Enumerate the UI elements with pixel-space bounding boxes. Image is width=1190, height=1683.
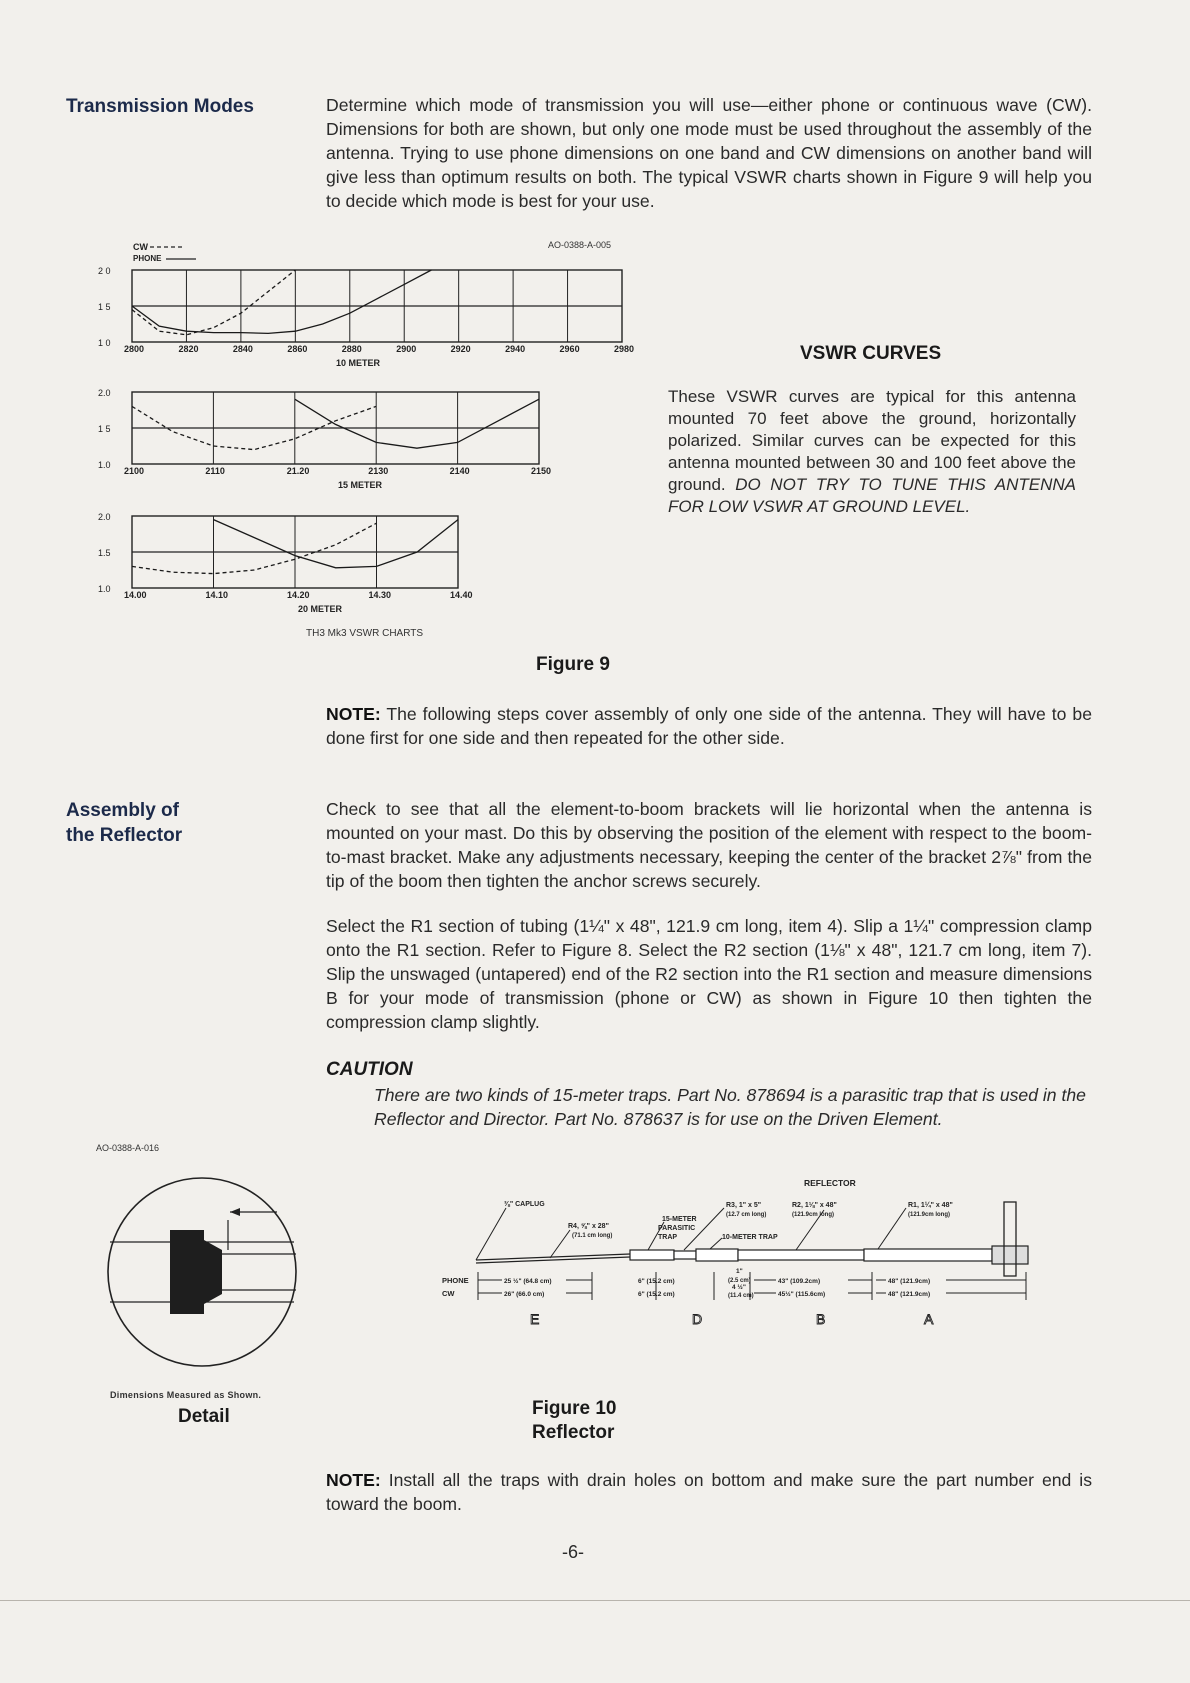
dim-cw-c: 4 ½" bbox=[732, 1284, 746, 1291]
transmission-modes-heading: Transmission Modes bbox=[66, 96, 254, 117]
y-tick-label: 2.0 bbox=[98, 388, 111, 398]
reflector-drawing bbox=[440, 1172, 1060, 1332]
y-tick-label: 2.0 bbox=[98, 512, 111, 522]
detail-dimensions-note: Dimensions Measured as Shown. bbox=[110, 1390, 262, 1400]
page-number: -6- bbox=[562, 1542, 584, 1562]
x-tick-label: 2130 bbox=[368, 466, 389, 476]
dim-phone-a: 48" (121.9cm) bbox=[888, 1278, 931, 1285]
tube-r3 bbox=[674, 1251, 696, 1259]
y-tick-label: 1 0 bbox=[98, 338, 111, 348]
detail-arrow-head bbox=[230, 1208, 240, 1216]
x-axis-label: 10 METER bbox=[336, 358, 381, 368]
boom-bracket bbox=[992, 1246, 1028, 1264]
detail-drawing bbox=[92, 1138, 322, 1428]
x-tick-label: 2920 bbox=[450, 344, 471, 354]
figure10-caption-line1: Figure 10 bbox=[532, 1398, 617, 1419]
x-axis-label: 15 METER bbox=[338, 480, 383, 490]
x-tick-label: 2900 bbox=[396, 344, 417, 354]
label-r1-cm: (121.9cm long) bbox=[908, 1212, 951, 1218]
x-tick-label: 14.30 bbox=[368, 590, 392, 600]
vswr-chart-3 bbox=[98, 512, 473, 614]
series-phone-line bbox=[214, 520, 459, 568]
x-tick-label: 2860 bbox=[287, 344, 308, 354]
x-tick-label: 14.20 bbox=[287, 590, 310, 600]
section-letter-a: A bbox=[924, 1311, 934, 1327]
tube-e bbox=[476, 1254, 630, 1260]
label-cw: CW bbox=[442, 1289, 455, 1298]
label-r3-cm: (12.7 cm long) bbox=[726, 1212, 767, 1218]
caution-heading: CAUTION bbox=[326, 1059, 413, 1080]
x-tick-label: 2110 bbox=[205, 466, 225, 476]
section-letter-d: D bbox=[692, 1311, 703, 1327]
label-phone: PHONE bbox=[442, 1276, 469, 1285]
x-tick-label: 2880 bbox=[341, 344, 362, 354]
vswr-heading: VSWR CURVES bbox=[800, 343, 942, 364]
section-letter-b: B bbox=[816, 1311, 826, 1327]
x-tick-label: 2980 bbox=[614, 344, 635, 354]
caution-text: There are two kinds of 15-meter traps. Part No. 878694 is a parasitic trap that is used in the Reflector and Director. Part No. 878637 is for use on the Driven Element. bbox=[374, 1085, 1086, 1129]
trap-15m bbox=[630, 1250, 674, 1260]
label-r2-cm: (121.9cm long) bbox=[792, 1212, 835, 1218]
vswr-chart-1 bbox=[98, 266, 634, 368]
assembly-reflector-heading bbox=[66, 798, 182, 848]
y-tick-label: 1 5 bbox=[98, 302, 111, 312]
figure10-caption bbox=[532, 1397, 616, 1445]
note-trap-orientation bbox=[326, 1468, 1092, 1516]
legend-phone: PHONE bbox=[133, 254, 162, 263]
x-tick-label: 2800 bbox=[124, 344, 145, 354]
x-tick-label: 2100 bbox=[124, 466, 145, 476]
tube-r1 bbox=[864, 1249, 992, 1261]
x-axis-label: 20 METER bbox=[298, 604, 343, 614]
dim-cw-e: 26" (66.0 cm) bbox=[504, 1291, 545, 1298]
label-trap15-3: TRAP bbox=[658, 1234, 678, 1241]
x-tick-label: 2150 bbox=[531, 466, 552, 476]
dim-phone-d: 6" (15.2 cm) bbox=[638, 1278, 675, 1285]
boom bbox=[1004, 1202, 1016, 1276]
dim-phone-b: 43" (109.2cm) bbox=[778, 1278, 821, 1285]
series-phone-line bbox=[295, 399, 539, 448]
label-trap15-2: PARASITIC bbox=[658, 1225, 696, 1232]
detail-drawing-number: AO-0388-A-016 bbox=[96, 1143, 160, 1153]
legend-cw: CW bbox=[133, 242, 148, 252]
section-letter-e: E bbox=[530, 1311, 540, 1327]
dim-cw-a: 48" (121.9cm) bbox=[888, 1291, 931, 1298]
dim-phone-c-cm: (2.5 cm) bbox=[728, 1278, 751, 1284]
label-r4: R4, ⅝" x 28" bbox=[568, 1223, 609, 1230]
detail-clamp bbox=[170, 1230, 204, 1314]
vswr-chart-2 bbox=[98, 388, 551, 490]
dim-cw-d: 6" (15.2 cm) bbox=[638, 1291, 675, 1298]
reflector-paragraph-1: Check to see that all the element-to-boom brackets will lie horizontal when the antenna is mounted on your mast. Do this by observing the position of the element with respect to the boom-to-mast bracket. Make any adjustments necessary, keeping the center of the bracket 2⅞" from the tip of the boom then tighten the anchor screws securely. bbox=[326, 799, 1092, 891]
note2-text: Install all the traps with drain holes on bottom and make sure the part number end is toward the boom. bbox=[326, 1470, 1092, 1514]
scan-edge-line bbox=[0, 1600, 1190, 1601]
dim-phone-c: 1" bbox=[736, 1268, 743, 1275]
assembly-heading-line2: the Reflector bbox=[66, 825, 183, 846]
dim-cw-c-cm: (11.4 cm) bbox=[728, 1293, 754, 1299]
y-tick-label: 2 0 bbox=[98, 266, 111, 276]
x-tick-label: 2960 bbox=[559, 344, 580, 354]
trap-10m bbox=[696, 1249, 738, 1261]
detail-caption: Detail bbox=[178, 1406, 230, 1427]
vswr-warning: DO NOT TRY TO TUNE THIS ANTENNA FOR LOW VSWR AT GROUND LEVEL. bbox=[668, 475, 1076, 516]
fig10-title: REFLECTOR bbox=[804, 1178, 856, 1188]
x-tick-label: 14.40 bbox=[450, 590, 473, 600]
vswr-charts bbox=[96, 232, 656, 644]
x-tick-label: 2940 bbox=[505, 344, 526, 354]
x-tick-label: 2840 bbox=[232, 344, 253, 354]
dim-cw-b: 45½" (115.6cm) bbox=[778, 1291, 826, 1298]
x-tick-label: 2820 bbox=[178, 344, 199, 354]
figure9-caption: Figure 9 bbox=[536, 654, 610, 675]
detail-clamp-taper bbox=[204, 1240, 222, 1304]
reflector-paragraph-2: Select the R1 section of tubing (1¼" x 48", 121.9 cm long, item 4). Slip a 1¼" compression clamp onto the R1 section. Refer to Figure 8. Select the R2 section (1⅛" x 48", 121.7 cm long, item 7). Slip the unswaged (untapered) end of the R2 section into the R1 section and measure dimensions B for your mode of transmission (phone or CW) as shown in Figure 10 then tighten the compression clamp slightly. bbox=[326, 916, 1092, 1032]
label-r4-cm: (71.1 cm long) bbox=[572, 1233, 613, 1239]
note-text: The following steps cover assembly of only one side of the antenna. They will have to be done first for one side and then repeated for the other side. bbox=[326, 704, 1092, 748]
note-one-sided-assembly bbox=[326, 702, 1092, 750]
series-cw-line bbox=[132, 270, 295, 335]
series-phone-line bbox=[132, 270, 431, 333]
series-cw-line bbox=[132, 523, 377, 573]
x-tick-label: 14.10 bbox=[205, 590, 229, 600]
label-r3: R3, 1" x 5" bbox=[726, 1202, 762, 1209]
x-tick-label: 2140 bbox=[449, 466, 470, 476]
figure10-caption-line2: Reflector bbox=[532, 1422, 615, 1443]
label-trap15-1: 15-METER bbox=[662, 1216, 697, 1223]
y-tick-label: 1.0 bbox=[98, 460, 111, 470]
vswr-description: These VSWR curves are typical for this antenna mounted 70 feet above the ground, horizontally polarized. Similar curves can be expected for this antenna mounted between 30 and 100 feet above the ground. bbox=[668, 387, 1076, 494]
label-trap10: 10-METER TRAP bbox=[722, 1234, 778, 1241]
assembly-heading-line1: Assembly of bbox=[66, 800, 179, 821]
tube-r2 bbox=[738, 1250, 864, 1260]
y-tick-label: 1 5 bbox=[98, 424, 111, 434]
note2-label: NOTE: bbox=[326, 1470, 381, 1490]
label-caplug: ⅜" CAPLUG bbox=[504, 1201, 545, 1208]
label-r1: R1, 1¼" x 48" bbox=[908, 1202, 953, 1209]
x-tick-label: 14.00 bbox=[124, 590, 147, 600]
fig9-drawing-number: AO-0388-A-005 bbox=[548, 240, 612, 250]
vswr-text bbox=[668, 386, 1076, 518]
transmission-modes-text: Determine which mode of transmission you will use—either phone or continuous wave (CW). Dimensions for both are shown, but only one mode must be used throughout the assembly of the antenna. Trying to use phone dimensions on one band and CW dimensions on another band will give less than optimum results on both. The typical VSWR charts shown in Figure 9 will help you to decide which mode is best for your use. bbox=[326, 95, 1092, 211]
y-tick-label: 1.5 bbox=[98, 548, 111, 558]
y-tick-label: 1.0 bbox=[98, 584, 111, 594]
note-label: NOTE: bbox=[326, 704, 381, 724]
label-r2: R2, 1⅛" x 48" bbox=[792, 1202, 837, 1209]
chart-title: TH3 Mk3 VSWR CHARTS bbox=[306, 628, 424, 639]
dim-phone-e: 25 ½" (64.8 cm) bbox=[504, 1278, 552, 1285]
x-tick-label: 21.20 bbox=[286, 466, 310, 476]
